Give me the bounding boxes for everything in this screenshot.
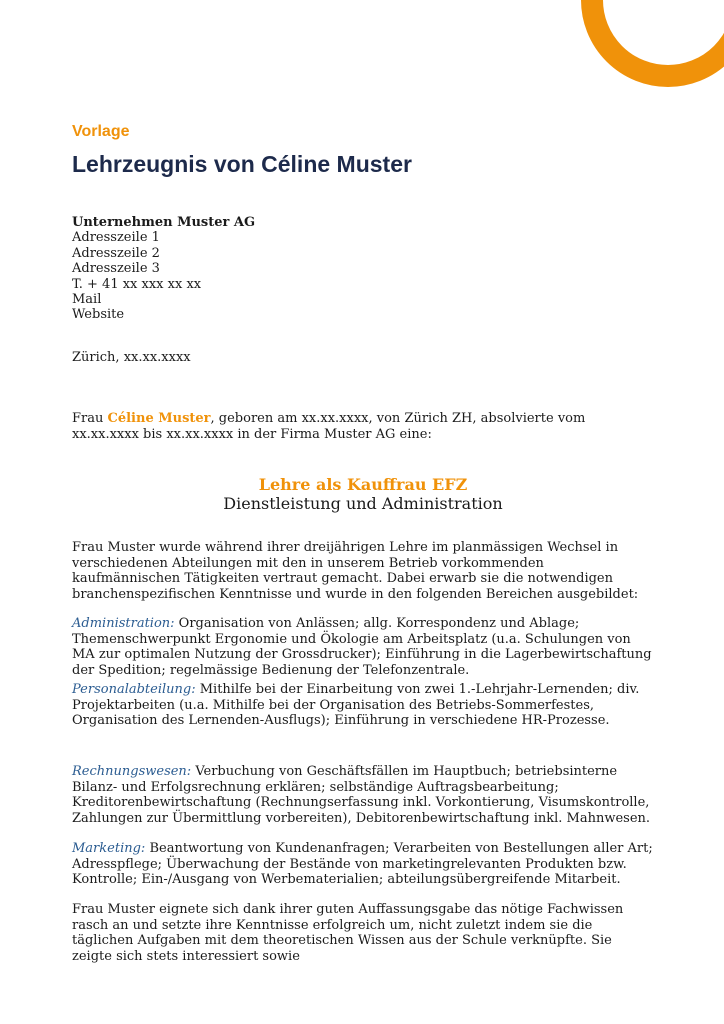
salutation: Frau — [72, 411, 104, 426]
address-line: Adresszeile 2 — [72, 245, 160, 261]
mail-line: Mail — [72, 292, 102, 308]
section-text: Mithilfe bei der Einarbeitung von zwei 1.-Lehrjahr-Lernenden; div. Projektarbeiten (u.a. Mithilfe bei der Organisation des Betriebs-Sommerfestes, Organisation des Lernenden-Ausflugs); Einführung in verschiedene HR-Prozesse. — [72, 682, 640, 729]
page-title: Lehrzeugnis von Céline Muster — [72, 151, 412, 177]
section-text: Verbuchung von Geschäftsfällen im Hauptbuch; betriebsinterne Bilanz- und Erfolgsrechnung erklären; selbständige Auftragsbearbeitung; Kreditorenbewirtschaftung (Rechnungserfassung inkl. Vorkontierung, Visumskontrolle, Zahlungen zur Übermittlung vorbereiten), Debitorenbewirtschaftung inkl. Mahnwesen. — [72, 764, 651, 826]
website-line: Website — [72, 307, 125, 323]
orange-arc-logo — [578, 0, 724, 140]
intro-text: , geboren am xx.xx.xxxx, von Zürich ZH, absolvierte vom xx.xx.xxxx bis xx.xx.xxxx in der Firma Muster AG eine: — [72, 411, 586, 442]
place-date: Zürich, xx.xx.xxxx — [72, 350, 191, 365]
section-label: Administration: — [72, 616, 175, 631]
closing-paragraph: Frau Muster eignete sich dank ihrer guten Auffassungsgabe das nötige Fachwissen rasch an und setzte ihre Kenntnisse erfolgreich um, nicht zuletzt indem sie die täglichen Aufgaben mit dem theoretischen Wissen aus der Schule verknüpfte. Sie zeigte sich stets interessiert sowie — [72, 902, 624, 964]
apprenticeship-title: Lehre als Kauffrau EFZ — [258, 475, 468, 494]
address-line: Adresszeile 3 — [72, 261, 160, 277]
company-name: Unternehmen Muster AG — [72, 215, 256, 230]
section-marketing — [72, 841, 654, 888]
phone-line: T. + 41 xx xxx xx xx — [72, 276, 202, 292]
apprenticeship-heading — [72, 475, 654, 513]
apprenticeship-subtitle: Dienstleistung und Administration — [223, 494, 503, 513]
section-rechnungswesen — [72, 764, 654, 826]
section-label: Marketing: — [72, 841, 146, 856]
section-text: Organisation von Anlässen; allg. Korrespondenz und Ablage; Themenschwerpunkt Ergonomie und Ökologie am Arbeitsplatz (u.a. Schulungen von MA zur optimalen Nutzung der Grossdrucker); Einführung in die Lagerbewirtschaftung der Spedition; regelmässige Bedienung der Telefonzentrale. — [72, 616, 652, 678]
apprentice-name: Céline Muster — [107, 411, 211, 426]
section-label: Rechnungswesen: — [72, 764, 192, 779]
document-kicker: Vorlage — [72, 123, 130, 140]
section-label: Personalabteilung: — [72, 682, 196, 697]
sender-address — [72, 215, 372, 323]
section-text: Beantwortung von Kundenanfragen; Verarbeiten von Bestellungen aller Art; Adresspflege; Überwachung der Bestände von marketingrelevanten Produkten bzw. Kontrolle; Ein-/Ausgang von Werbematerialien; abteilungsübergreifende Mitarbeit. — [72, 841, 653, 888]
address-line: Adresszeile 1 — [72, 230, 160, 246]
intro-paragraph — [72, 411, 654, 442]
overview-paragraph: Frau Muster wurde während ihrer dreijährigen Lehre im planmässigen Wechsel in verschiedenen Abteilungen mit den in unserem Betrieb vorkommenden kaufmännischen Tätigkeiten vertraut gemacht. Dabei erwarb sie die notwendigen branchenspezifischen Kenntnisse und wurde in den folgenden Bereichen ausgebildet: — [72, 540, 639, 602]
section-personalabteilung — [72, 682, 654, 729]
section-administration — [72, 616, 654, 678]
